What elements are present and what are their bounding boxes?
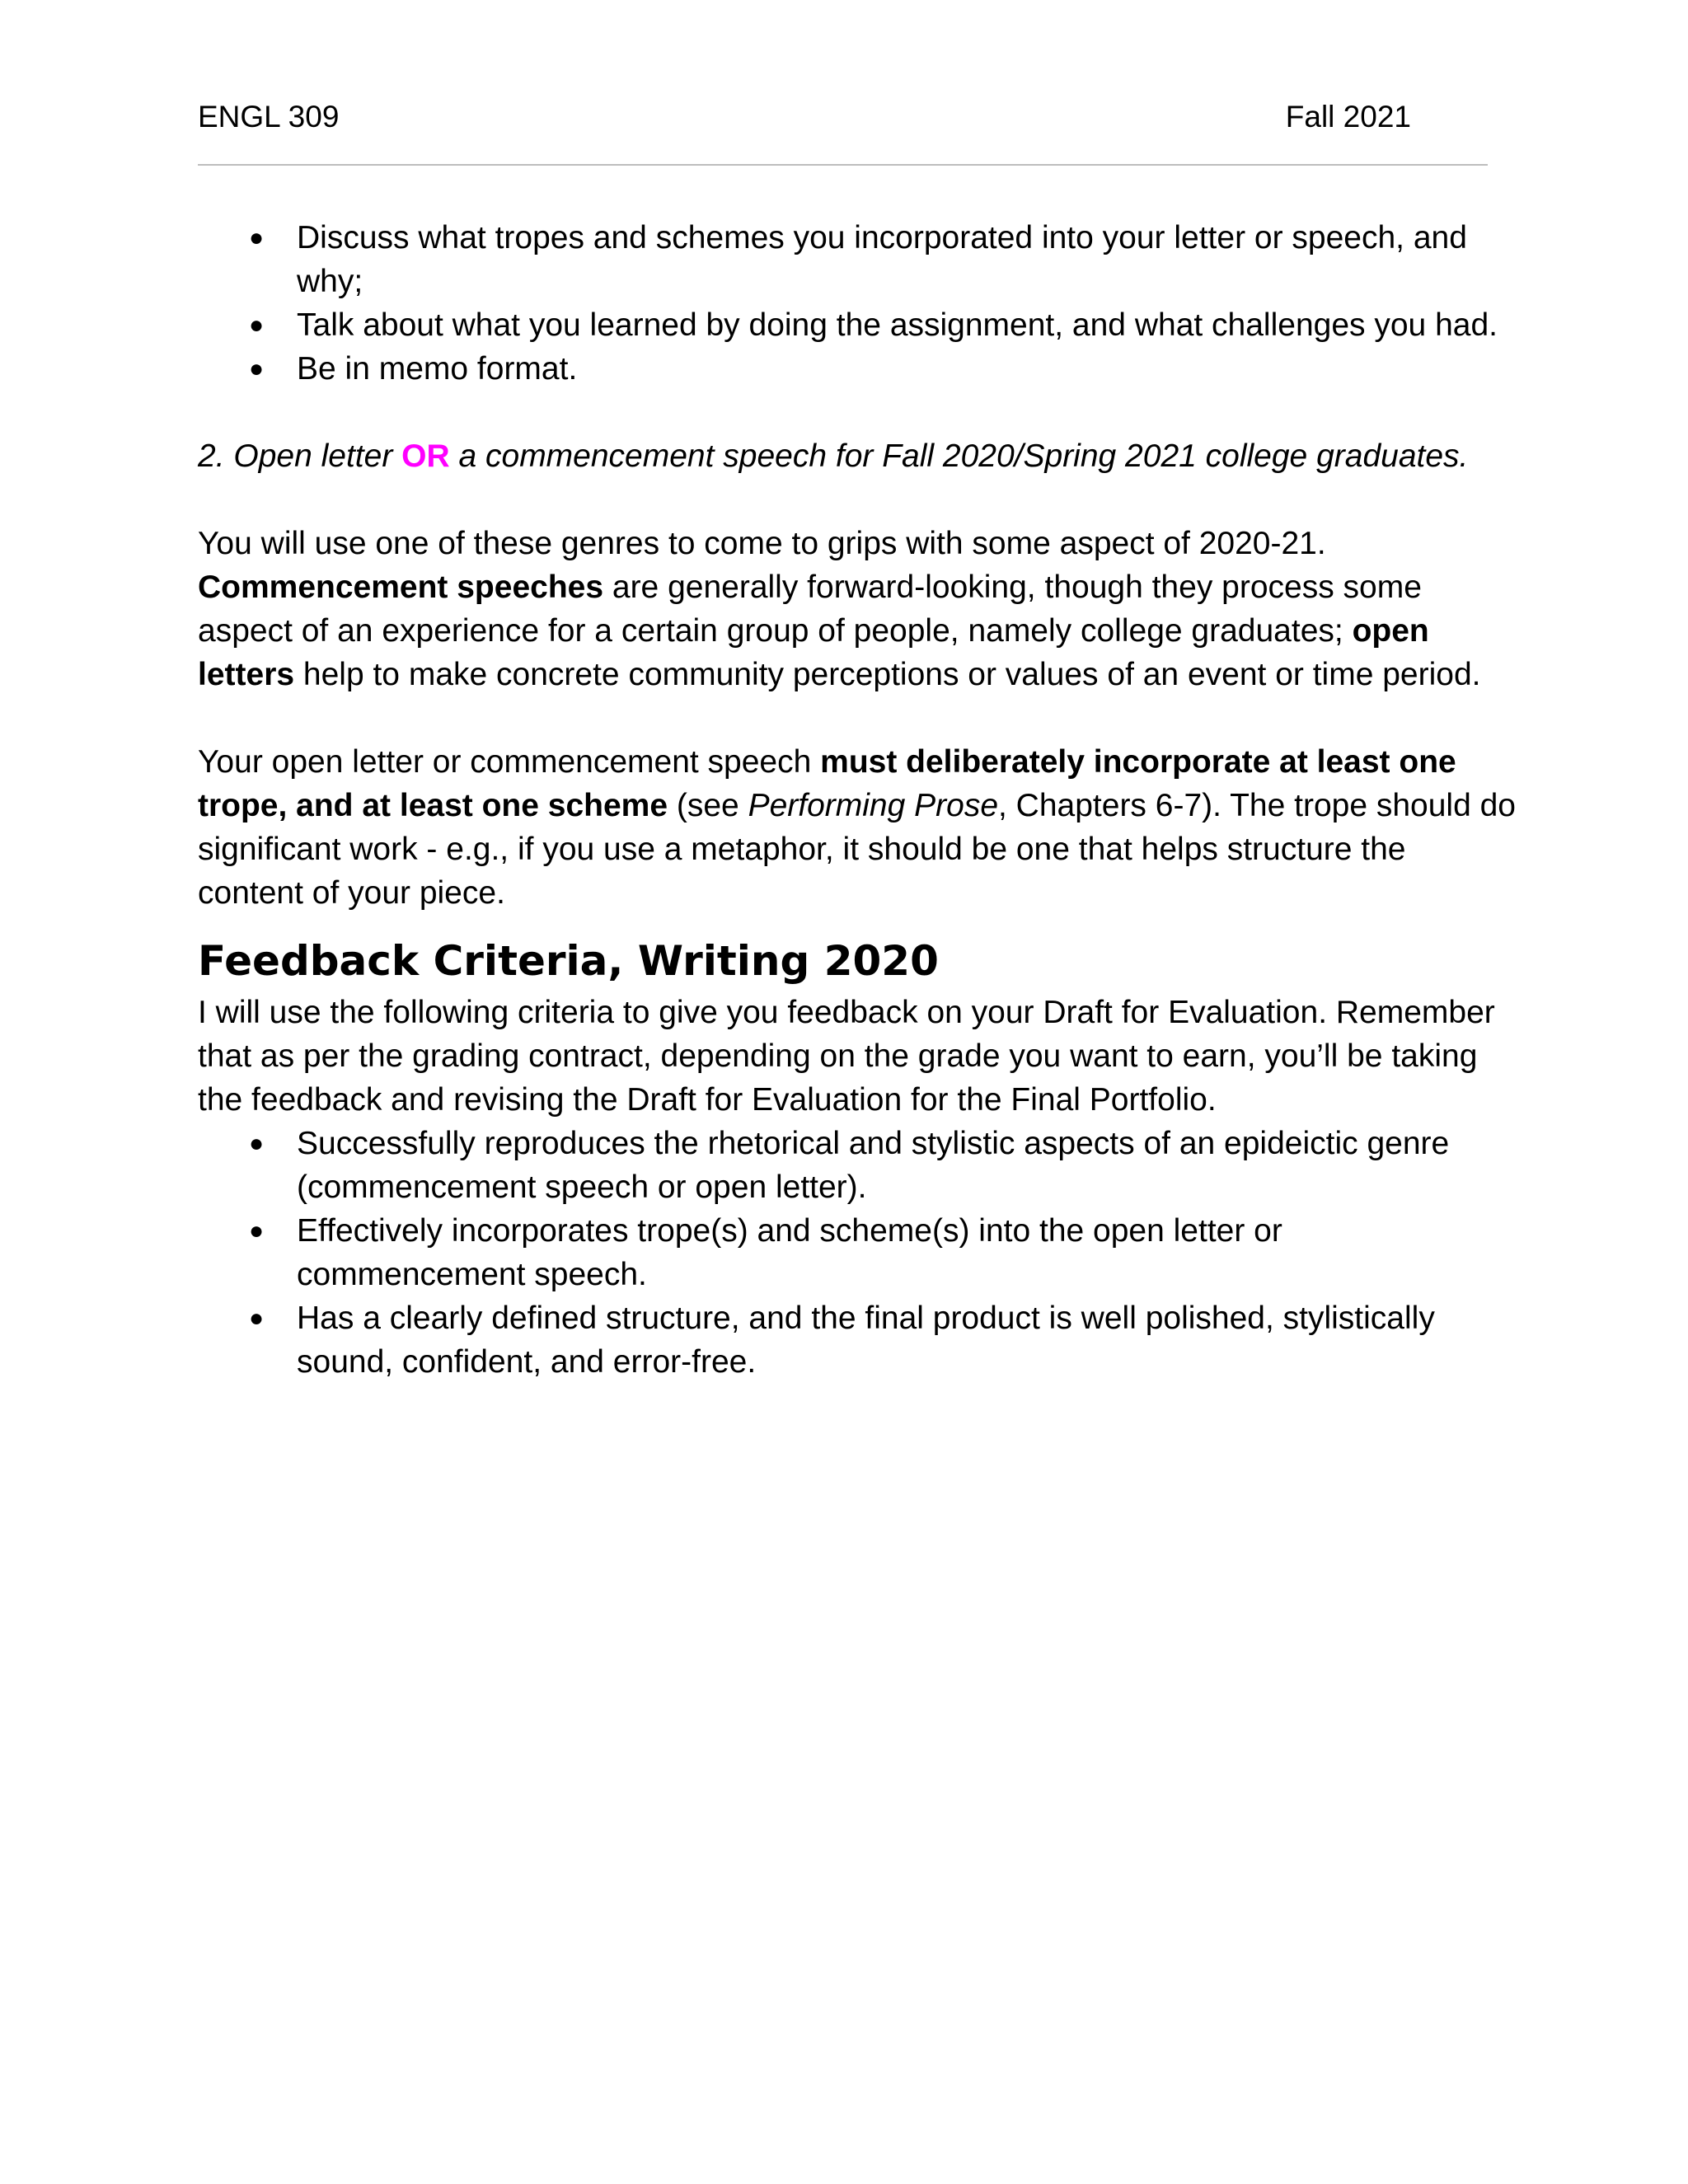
list-item bbox=[198, 1209, 1517, 1296]
list-item-text: Talk about what you learned by doing the assignment, and what challenges you had. bbox=[297, 307, 1498, 343]
bold-term-open-letters: open letters bbox=[198, 613, 1429, 692]
feedback-criteria-list bbox=[198, 1122, 1517, 1384]
list-item bbox=[198, 303, 1517, 347]
list-item-text: Be in memo format. bbox=[297, 351, 578, 387]
paragraph-text: You will use one of these genres to come to grips with some aspect of 2020-21. bbox=[198, 526, 1326, 561]
paragraph-text: , Chapters 6-7). The trope should do significant work - e.g., if you use a metaphor, it should be one that helps structure the content of your piece. bbox=[198, 788, 1516, 911]
list-item bbox=[198, 216, 1517, 303]
paragraph-text: Your open letter or commencement speech bbox=[198, 744, 821, 780]
paragraph-text: are generally forward-looking, though they process some aspect of an experience for a certain group of people, namely college graduates; bbox=[198, 569, 1422, 649]
term-label: Fall 2021 bbox=[1285, 100, 1411, 134]
bold-requirement: must deliberately incorporate at least one trope, and at least one scheme bbox=[198, 744, 1456, 823]
bullet-icon: ● bbox=[249, 312, 265, 339]
requirements-paragraph bbox=[198, 740, 1517, 915]
genres-paragraph bbox=[198, 522, 1517, 696]
bullet-icon: ● bbox=[249, 355, 265, 382]
list-item-text: Successfully reproduces the rhetorical and stylistic aspects of an epideictic genre (commencement speech or open letter). bbox=[297, 1126, 1450, 1205]
list-item bbox=[198, 347, 1517, 391]
memo-requirements-list bbox=[198, 216, 1517, 391]
bullet-icon: ● bbox=[249, 224, 265, 251]
option-or-highlight: OR bbox=[401, 438, 450, 474]
list-item-text: Has a clearly defined structure, and the final product is well polished, stylistically sound, confident, and error-free. bbox=[297, 1301, 1435, 1380]
feedback-intro: I will use the following criteria to give you feedback on your Draft for Evaluation. Remember that as per the grading contract, depending on the grade you want to earn, you’ll be taking the feedback and revising the Draft for Evaluation for the Final Portfolio. bbox=[198, 995, 1495, 1118]
option-prefix: 2. Open letter bbox=[198, 438, 402, 474]
document-body bbox=[198, 216, 1517, 1384]
option-two-title bbox=[198, 434, 1517, 478]
paragraph-text: (see bbox=[668, 788, 748, 823]
paragraph-text: help to make concrete community perceptions or values of an event or time period. bbox=[294, 657, 1481, 692]
bullet-icon: ● bbox=[249, 1217, 265, 1244]
section-heading: Feedback Criteria, Writing 2020 bbox=[198, 937, 939, 985]
bold-term-commencement: Commencement speeches bbox=[198, 569, 604, 605]
bullet-icon: ● bbox=[249, 1305, 265, 1332]
list-item bbox=[198, 1296, 1517, 1384]
list-item bbox=[198, 1122, 1517, 1209]
list-item-text: Discuss what tropes and schemes you incorporated into your letter or speech, and why; bbox=[297, 220, 1467, 299]
bullet-icon: ● bbox=[249, 1130, 265, 1157]
header-rule bbox=[198, 164, 1488, 166]
list-item-text: Effectively incorporates trope(s) and scheme(s) into the open letter or commencement speech. bbox=[297, 1213, 1282, 1292]
course-code: ENGL 309 bbox=[198, 100, 340, 134]
option-suffix: a commencement speech for Fall 2020/Spring 2021 college graduates. bbox=[449, 438, 1469, 474]
book-title: Performing Prose bbox=[748, 788, 999, 823]
